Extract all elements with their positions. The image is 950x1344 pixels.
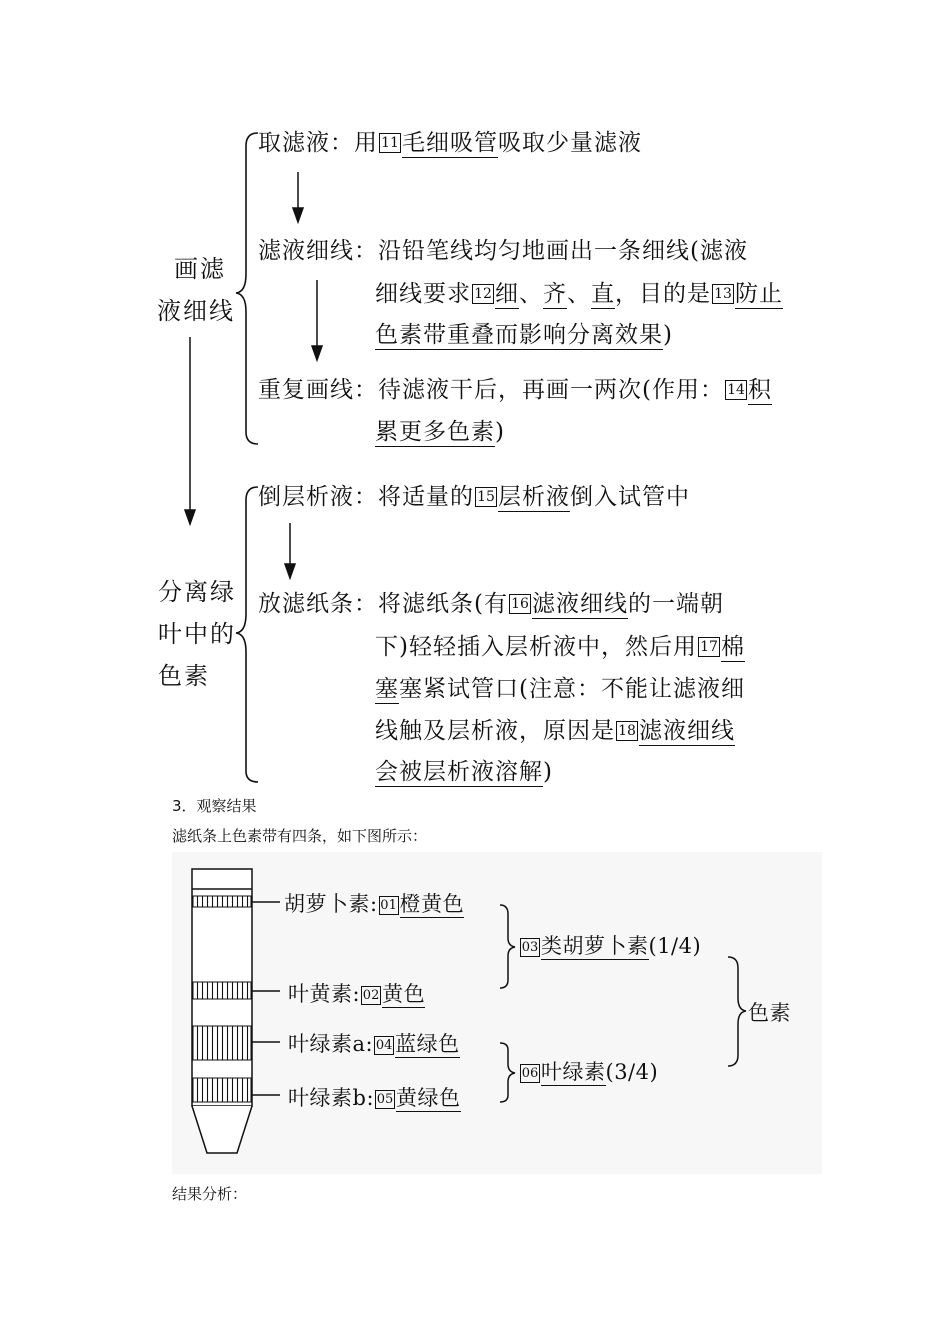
step-label: 重复画线：: [258, 377, 378, 403]
text: ): [543, 759, 553, 785]
step-label: 取滤液：: [258, 130, 354, 156]
band-chlorophyll-a: [193, 1026, 251, 1060]
answer: 层析液: [498, 484, 570, 510]
answer: 黄色: [382, 982, 426, 1006]
text: 将适量的: [378, 484, 474, 510]
label-xanthophyll: [288, 978, 425, 1008]
step-label: 放滤纸条：: [258, 591, 378, 617]
answer: 色素带重叠而影响分离效果: [375, 322, 663, 348]
answer: 滤液细线: [639, 718, 735, 744]
blank-number: 03: [521, 940, 539, 955]
blank-number: 16: [509, 594, 531, 614]
fraction: (3/4): [605, 1060, 659, 1084]
blank-number: 17: [698, 637, 720, 657]
text: 将滤纸条(有: [378, 591, 508, 617]
text: 、: [519, 281, 543, 307]
section-intro: 滤纸条上色素带有四条，如下图所示：: [172, 827, 428, 845]
group-carotenoids: [519, 934, 701, 958]
section-label-draw-line1: 画滤: [174, 255, 226, 283]
answer: 橙黄色: [399, 892, 465, 916]
answer: 类胡萝卜素: [541, 934, 649, 958]
band-name: 胡萝卜素: [284, 892, 370, 916]
blank-number: 01: [380, 898, 397, 913]
text: 待滤液干后，再画一两次(作用：: [378, 377, 724, 403]
label-carotene: [284, 888, 464, 918]
answer: 叶绿素: [541, 1060, 606, 1084]
colon: :: [352, 982, 361, 1006]
fraction: (1/4): [648, 934, 702, 958]
blank-number: 18: [616, 721, 638, 741]
answer: 黄绿色: [396, 1086, 461, 1110]
answer: 蓝绿色: [395, 1032, 460, 1056]
answer: 棉: [720, 634, 745, 660]
blank-number: 11: [379, 133, 401, 153]
blank-number: 15: [475, 487, 497, 507]
label-pigments: 色素: [748, 1001, 791, 1025]
text: 、: [567, 281, 591, 307]
brace-carotenoids: [500, 905, 515, 988]
colon: :: [365, 1032, 374, 1056]
section-label-separate-line1: 分离绿: [158, 578, 236, 606]
text: ): [495, 419, 505, 445]
blank-number: 06: [521, 1066, 539, 1081]
band-name: 叶绿素b: [288, 1086, 367, 1110]
text: ，目的是: [615, 281, 711, 307]
answer: 累更多色素: [375, 419, 495, 445]
colon: :: [370, 892, 378, 916]
group-chlorophylls: [519, 1060, 658, 1084]
text: 的一端朝: [627, 591, 724, 617]
text: 吸取少量滤液: [498, 130, 642, 156]
text: ): [663, 322, 673, 348]
band-chlorophyll-b: [193, 1078, 251, 1102]
text: 细线要求: [375, 281, 471, 307]
blank-number: 04: [375, 1038, 393, 1053]
answer: 会被层析液溶解: [375, 759, 543, 785]
answer: 齐: [543, 281, 567, 307]
answer: 细: [495, 281, 519, 307]
text: 塞紧试管口(注意：不能让滤液细: [399, 676, 745, 702]
text: 倒入试管中: [570, 484, 690, 510]
section-label-separate-line3: 色素: [158, 662, 210, 690]
blank-number: 14: [725, 380, 747, 400]
section-label-separate-line2: 叶中的: [158, 620, 236, 648]
text: 线触及层析液，原因是: [375, 718, 615, 744]
answer: 直: [591, 281, 615, 307]
section-heading: 3．观察结果: [172, 797, 257, 815]
answer: 塞: [375, 676, 399, 702]
answer: 防止: [735, 281, 783, 307]
text: 沿铅笔线均匀地画出一条细线(滤液: [378, 238, 748, 264]
label-chlorophyll-a: [288, 1028, 460, 1058]
answer: 滤液细线: [531, 591, 628, 617]
step-label: 滤液细线：: [258, 238, 378, 264]
label-chlorophyll-b: [288, 1082, 461, 1112]
band-carotene: [193, 896, 251, 907]
blank-number: 13: [712, 284, 734, 304]
answer: 积: [747, 377, 772, 403]
answer: 毛细吸管: [402, 130, 498, 156]
band-name: 叶绿素a: [288, 1032, 366, 1056]
brace-chlorophylls: [500, 1043, 515, 1102]
band-xanthophyll: [193, 982, 251, 999]
band-name: 叶黄素: [288, 982, 353, 1006]
text: 用: [354, 130, 378, 156]
filter-paper-strip: [192, 869, 252, 1153]
colon: :: [366, 1086, 375, 1110]
blank-number: 05: [376, 1092, 394, 1107]
brace-pigments: [728, 957, 746, 1066]
blank-number: 12: [472, 284, 494, 304]
result-analysis-label: 结果分析：: [172, 1185, 248, 1203]
section-label-draw-line2: 液细线: [157, 297, 235, 325]
blank-number: 02: [362, 988, 380, 1003]
step-label: 倒层析液：: [258, 484, 378, 510]
text: 下)轻轻插入层析液中，然后用: [375, 634, 697, 660]
